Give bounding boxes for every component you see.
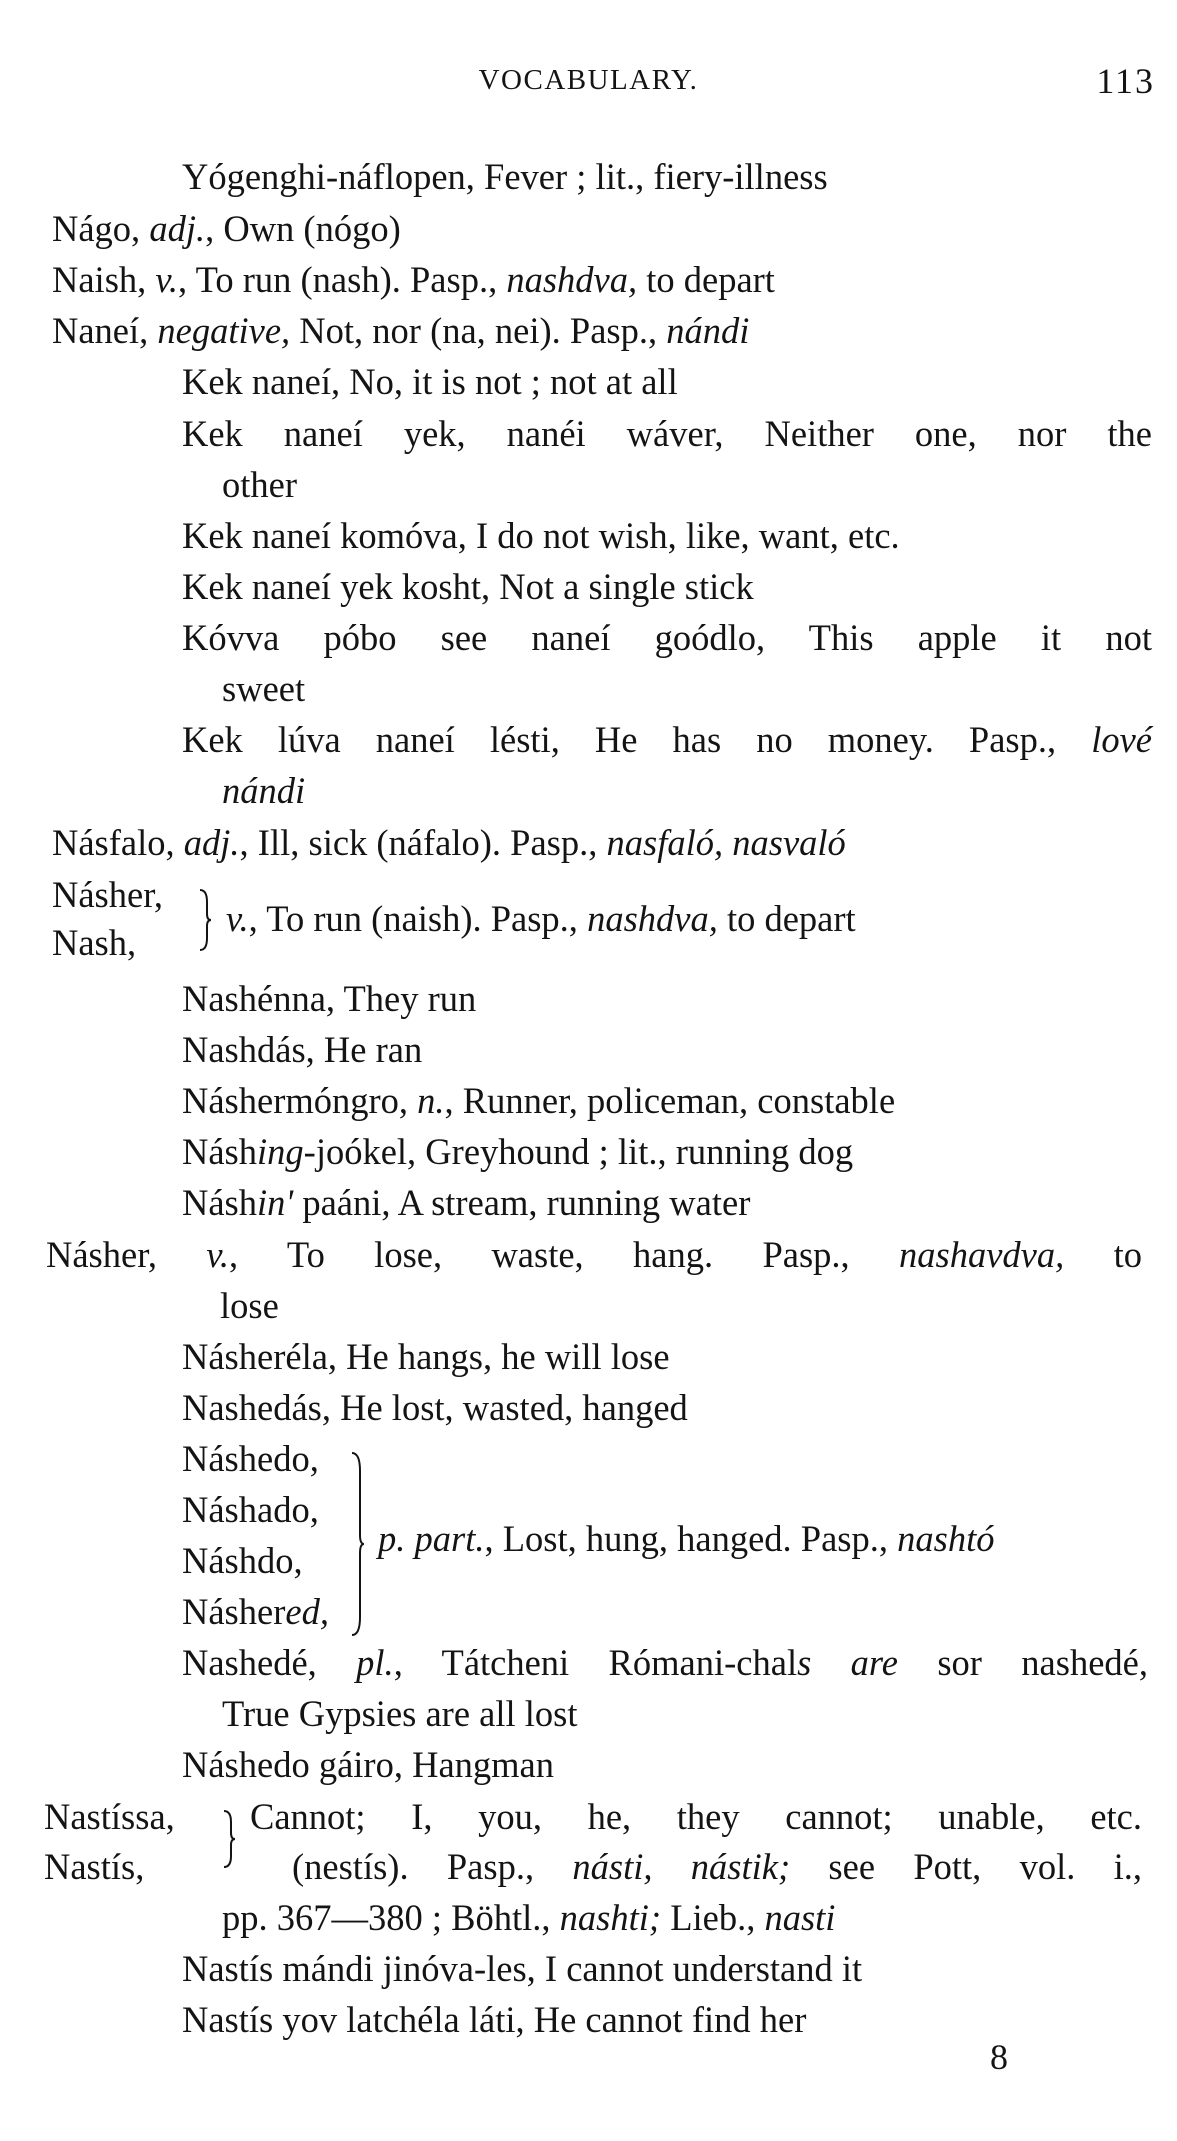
entry-line: Kek lúva naneí lésti, He has no money. Pasp., lové (182, 719, 1152, 760)
entry-line: Kek naneí, No, it is not ; not at all (182, 361, 678, 402)
entry-line: Násheréla, He hangs, he will lose (182, 1336, 670, 1377)
entry-headword: Náshdo, (182, 1540, 303, 1581)
entry-headword: Nash, (52, 922, 137, 963)
entry-headword: Nastíssa, (44, 1796, 175, 1837)
entry-headword: Nastís, (44, 1846, 145, 1887)
entry-line: Nastís mándi jinóva-les, I cannot understand it (182, 1948, 863, 1989)
entry-line: sweet (222, 668, 306, 709)
entry-line: Náshin' paáni, A stream, running water (182, 1182, 751, 1223)
entry-headword: Násher, (52, 874, 164, 915)
entry-line: (nestís). Pasp., násti, nástik; see Pott, vol. i., (292, 1846, 1143, 1887)
entry-line: Nashedás, He lost, wasted, hanged (182, 1387, 688, 1428)
entry-line: Náshing-joókel, Greyhound ; lit., running dog (182, 1131, 854, 1172)
running-header-title: VOCABULARY. (478, 64, 699, 96)
entry-line: Náshedo gáiro, Hangman (182, 1744, 554, 1785)
brace-mark (222, 1809, 236, 1869)
entry-line: Náshermóngro, n., Runner, policeman, constable (182, 1080, 896, 1121)
entry-line: Násfalo, adj., Ill, sick (náfalo). Pasp., nasfaló, nasvaló (52, 822, 846, 863)
entry-headword: Náshered, (182, 1591, 329, 1632)
entry-line: Kek naneí komóva, I do not wish, like, want, etc. (182, 515, 900, 556)
signature-mark: 8 (990, 2037, 1008, 2077)
entry-line: nándi (222, 770, 306, 811)
entry-line: Násher, v., To lose, waste, hang. Pasp., nashavdva, to (46, 1234, 1142, 1275)
entry-line: p. part., Lost, hung, hanged. Pasp., nashtó (378, 1518, 995, 1559)
entry-line: lose (220, 1285, 279, 1326)
entry-line: Nágo, adj., Own (nógo) (52, 208, 401, 249)
entry-line: Nastís yov latchéla láti, He cannot find her (182, 1999, 807, 2040)
entry-line: Cannot; I, you, he, they cannot; unable, etc. (250, 1796, 1142, 1837)
brace-mark (198, 888, 212, 952)
entry-line: Nashénna, They run (182, 978, 477, 1019)
entry-line: Kek naneí yek kosht, Not a single stick (182, 566, 754, 607)
entry-line: Nashdás, He ran (182, 1029, 423, 1070)
brace-mark (350, 1451, 366, 1637)
entry-headword: Náshado, (182, 1489, 319, 1530)
entry-line: Naneí, negative, Not, nor (na, nei). Pasp., nándi (52, 310, 750, 351)
entry-line: Kek naneí yek, nanéi wáver, Neither one, nor the (182, 413, 1152, 454)
entry-line: v., To run (naish). Pasp., nashdva, to depart (226, 898, 856, 939)
entry-line: True Gypsies are all lost (222, 1693, 578, 1734)
entry-headword: Náshedo, (182, 1438, 319, 1479)
page-number: 113 (1096, 61, 1155, 101)
entry-line: other (222, 464, 297, 505)
entry-line: Nashedé, pl., Tátcheni Rómani-chals are sor nashedé, (182, 1642, 1148, 1683)
entry-line: Kóvva póbo see naneí goódlo, This apple it not (182, 617, 1152, 658)
entry-line: pp. 367—380 ; Böhtl., nashti; Lieb., nasti (222, 1897, 836, 1938)
entry-line: Naish, v., To run (nash). Pasp., nashdva, to depart (52, 259, 775, 300)
entry-line: Yógenghi-náflopen, Fever ; lit., fiery-illness (182, 156, 828, 197)
